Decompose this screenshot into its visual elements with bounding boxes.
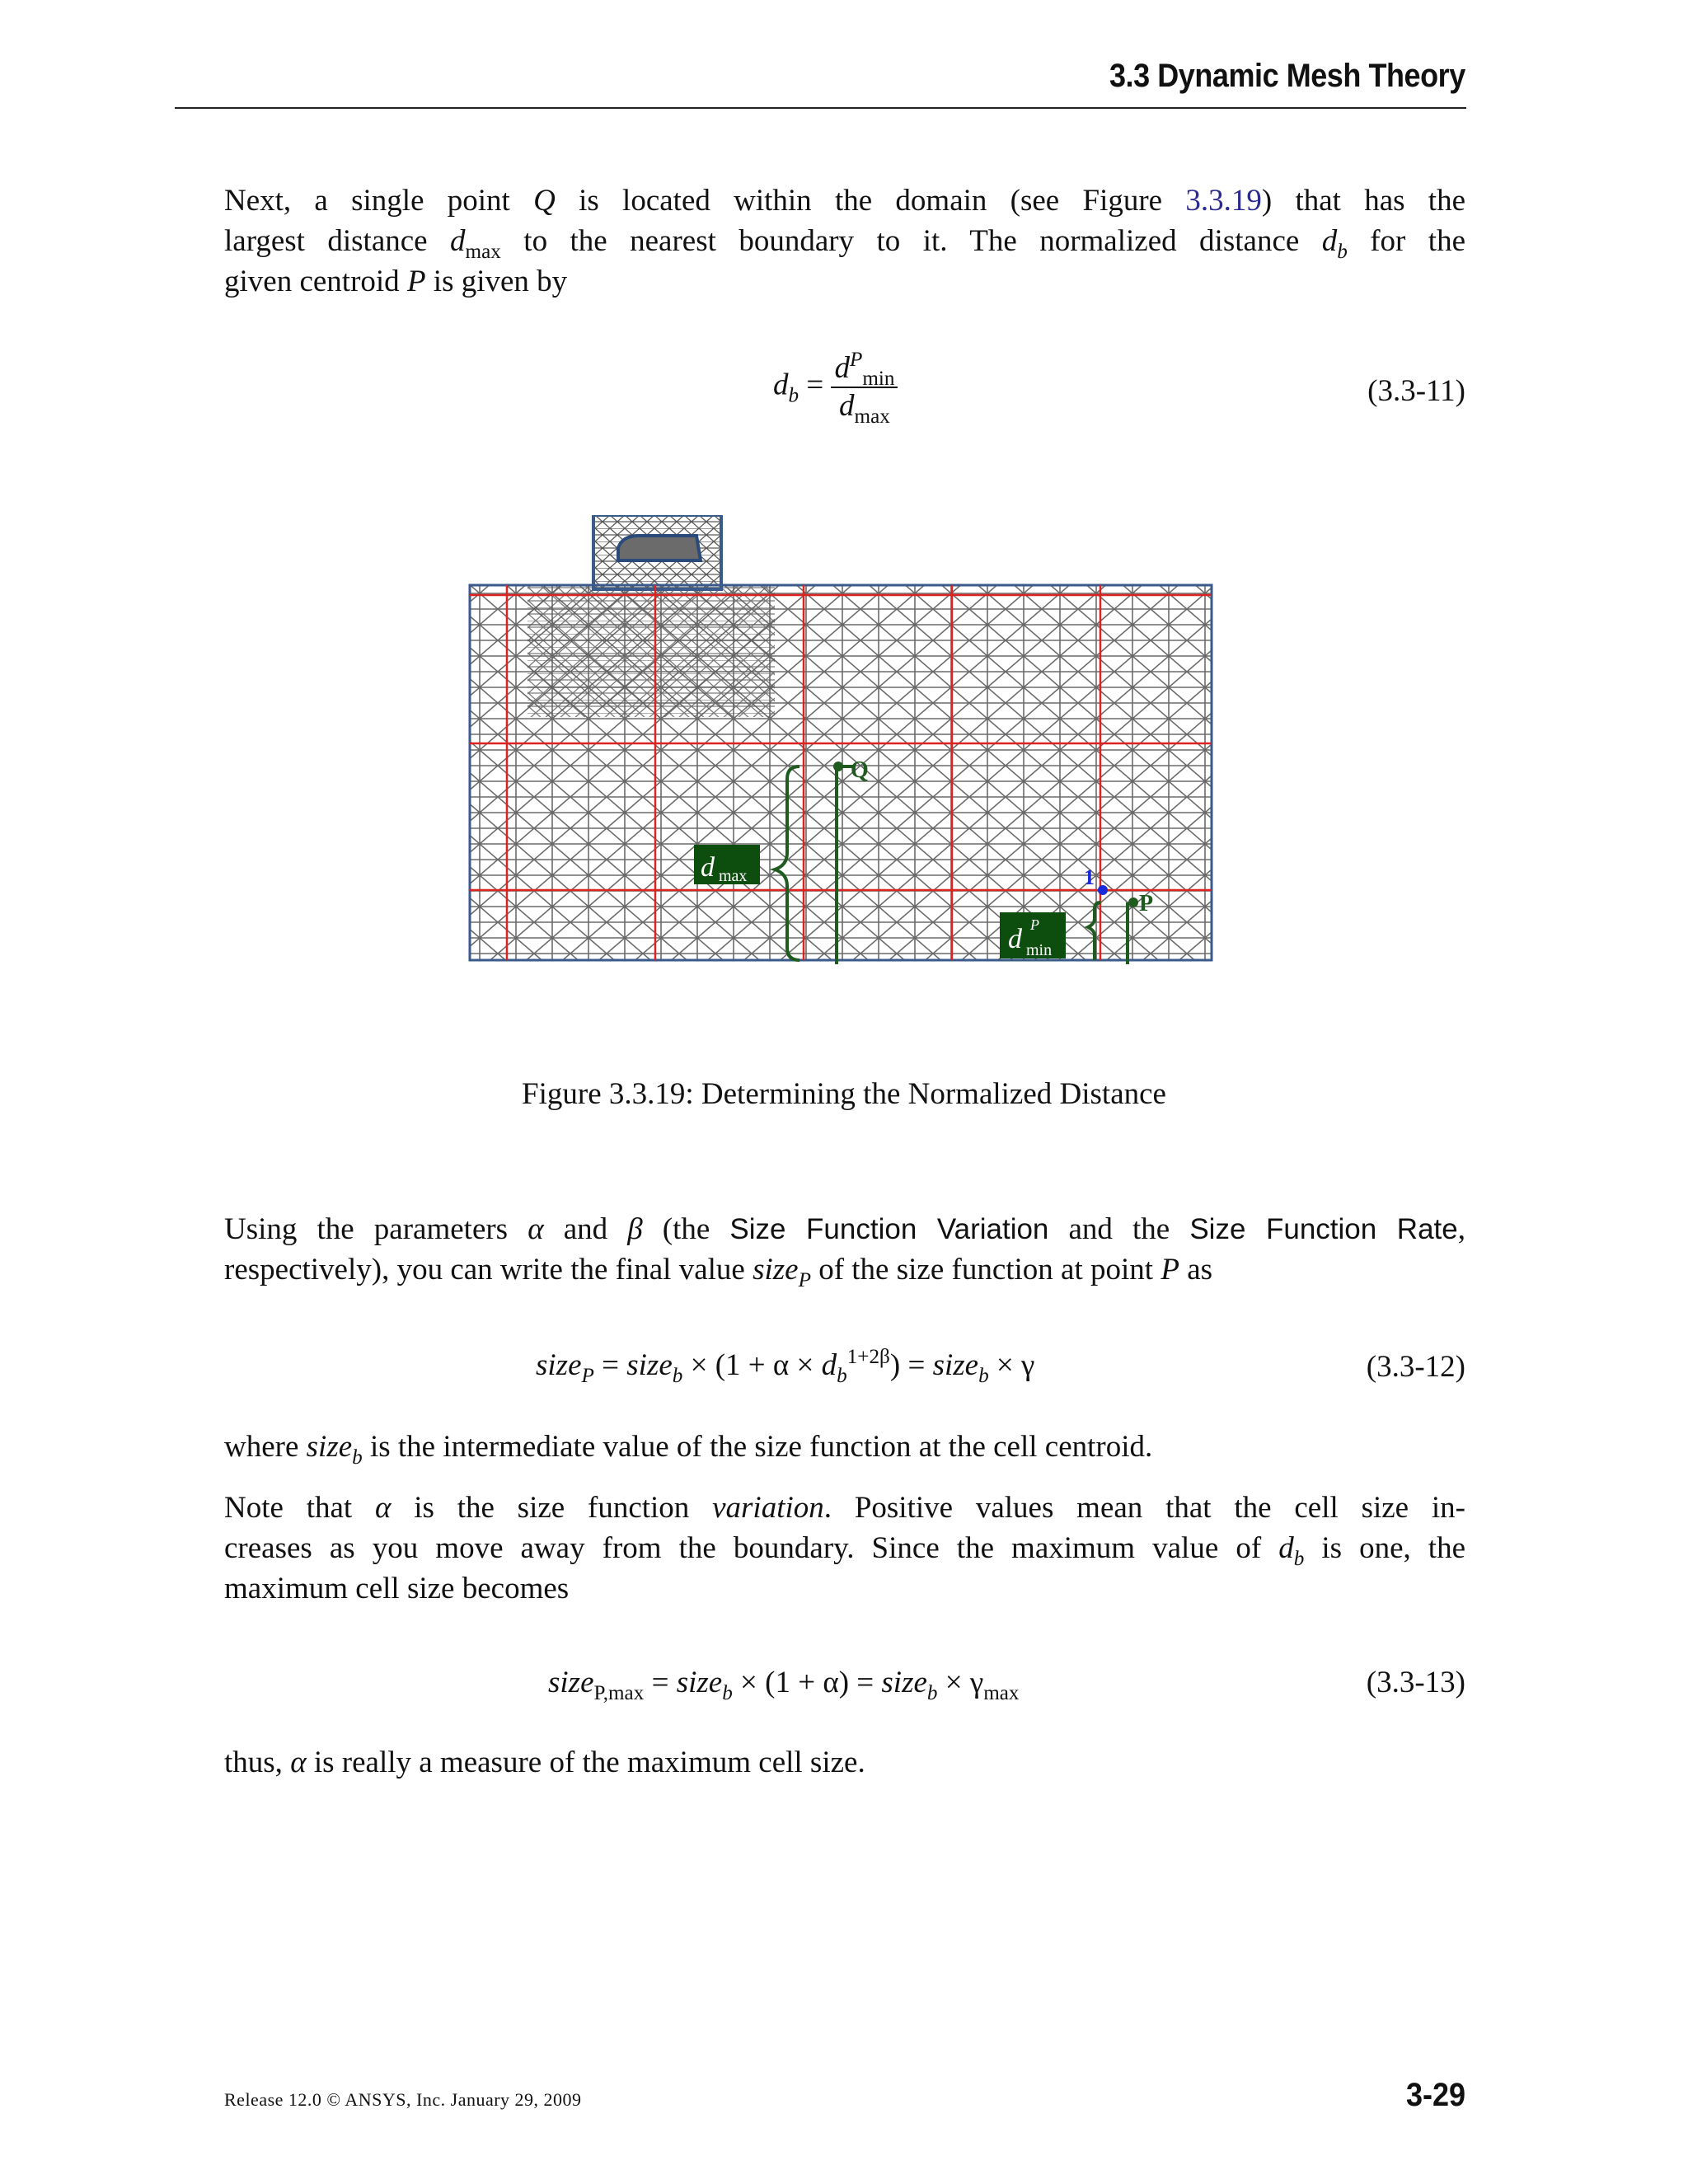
paragraph-where [224, 1427, 1465, 1467]
dmax-label-sub: max [719, 867, 748, 885]
paragraph-line: Using the parameters α and β (the Size Function Variation and the Size Function Rate, [224, 1212, 1465, 1246]
paragraph-line: creases as you move away from the boundary. Since the maximum value of $d_b$ is one, the [224, 1531, 1465, 1570]
paragraph-intro [224, 180, 1465, 302]
paragraph-line: given centroid P is given by [224, 265, 568, 298]
paragraph-line: where size$_b$ is the intermediate value of the size function at the cell centroid. [224, 1430, 1153, 1469]
paragraph-line: Note that α is the size function variation. Positive values mean that the cell size in- [224, 1491, 1465, 1525]
paragraph-line: respectively), you can write the final value size$_P$ of the size function at point P as [224, 1253, 1213, 1291]
page-number: 3-29 [1405, 2077, 1465, 2113]
equation-number: (3.3-13) [1366, 1666, 1465, 1699]
equation-normalized-distance: $d_b$ = $\frac{d^P_{min}}{d_{max}}$ [773, 350, 898, 424]
figure-reference-link[interactable]: 3.3.19 [1185, 184, 1262, 218]
ui-term-size-function-rate: Size Function Rate [1189, 1213, 1458, 1245]
paragraph-line: thus, α is really a measure of the maximum cell size. [224, 1746, 865, 1779]
figure-caption: Figure 3.3.19: Determining the Normalized Distance [522, 1077, 1166, 1111]
dmin-label-sup: P [1030, 916, 1039, 933]
ui-term-size-function-variation: Size Function Variation [729, 1213, 1049, 1245]
dmin-label: d [1008, 924, 1022, 954]
mesh-figure [462, 515, 1228, 981]
equation-size-function: size$_P$ = size$_b$ × $(1 + \alpha \times d_b^{1+2\beta})$ = size$_b$ × γ [536, 1346, 1035, 1387]
equation-max-cell-size: size$_{P,max}$ = size$_b$ × (1 + α) = size$_b$ × $\gamma_{max}$ [548, 1666, 1020, 1704]
point-label-1: 1 [1084, 865, 1095, 889]
paragraph-thus [224, 1742, 1465, 1783]
dmax-label: d [701, 852, 715, 883]
section-header: 3.3 Dynamic Mesh Theory [1109, 58, 1465, 94]
equation-number: (3.3-11) [1367, 374, 1465, 408]
paragraph-line: Next, a single point Q is located within the domain (see Figure 3.3.19) that has the [224, 184, 1465, 218]
paragraph-line: largest distance $d_{max}$ to the nearest boundary to it. The normalized distance $d_b$ for the [224, 224, 1465, 263]
dmin-label-sub: min [1026, 941, 1053, 959]
header-rule [175, 107, 1466, 109]
footer-release: Release 12.0 © ANSYS, Inc. January 29, 2009 [224, 2089, 582, 2110]
paragraph-note [224, 1488, 1465, 1609]
paragraph-parameters [224, 1209, 1465, 1290]
point-label-p: P [1139, 891, 1154, 916]
mesh-diagram [462, 515, 1228, 977]
paragraph-line: maximum cell size becomes [224, 1572, 570, 1605]
point-label-q: Q [851, 757, 869, 783]
equation-number: (3.3-12) [1366, 1350, 1465, 1384]
